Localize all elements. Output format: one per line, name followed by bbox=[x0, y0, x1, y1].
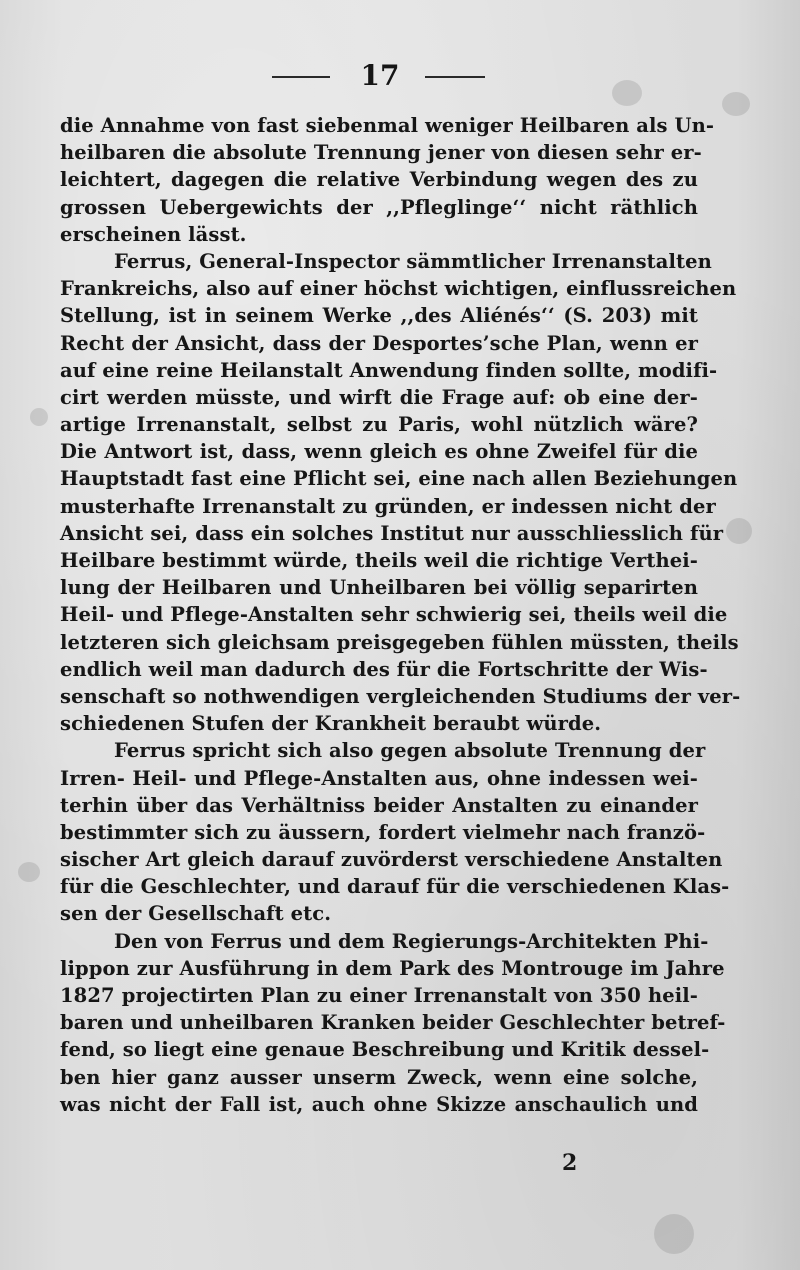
text-line: bestimmter sich zu äussern, fordert vielmehr nach franzö- bbox=[60, 820, 706, 844]
paper-stain bbox=[18, 862, 40, 882]
text-line: Heilbare bestimmt würde, theils weil die richtige Verthei- bbox=[60, 549, 698, 572]
text-line: für die Geschlechter, und darauf für die verschiedenen Klas- bbox=[60, 875, 730, 899]
text-line: lippon zur Ausführung in dem Park des Montrouge im Jahre bbox=[60, 956, 725, 980]
text-line: grossen Uebergewichts der ,,Pfleglinge‘‘ nicht räthlich bbox=[60, 195, 698, 219]
text-line: 1827 projectirten Plan zu einer Irrenanstalt von 350 heil- bbox=[60, 984, 698, 1007]
body-text bbox=[60, 112, 741, 1118]
text-line: fend, so liegt eine genaue Beschreibung und Kritik dessel- bbox=[60, 1038, 710, 1062]
text-line: sischer Art gleich darauf zuvörderst verschiedene Anstalten bbox=[60, 848, 723, 872]
text-line: letzteren sich gleichsam preisgegeben fühlen müssten, theils bbox=[60, 630, 739, 654]
text-line: auf eine reine Heilanstalt Anwendung finden sollte, modifi- bbox=[60, 358, 718, 382]
header-rule-right bbox=[425, 76, 485, 78]
text-line: Recht der Ansicht, dass der Desportes’sche Plan, wenn er bbox=[60, 331, 698, 355]
text-line: heilbaren die absolute Trennung jener von diesen sehr er- bbox=[60, 141, 702, 165]
text-line: sen der Gesellschaft etc. bbox=[60, 902, 332, 926]
text-line: artige Irrenanstalt, selbst zu Paris, wohl nützlich wäre? bbox=[60, 413, 698, 437]
text-line: Ferrus, General-Inspector sämmtlicher Irrenanstalten bbox=[114, 249, 712, 273]
text-line: endlich weil man dadurch des für die Fortschritte der Wis- bbox=[60, 657, 708, 681]
paper-stain bbox=[726, 518, 752, 544]
text-line: terhin über das Verhältniss beider Anstalten zu einander bbox=[60, 793, 698, 817]
text-line: Die Antwort ist, dass, wenn gleich es ohne Zweifel für die bbox=[60, 440, 698, 464]
text-line: leichtert, dagegen die relative Verbindung wegen des zu bbox=[60, 168, 698, 192]
text-line: Hauptstadt fast eine Pflicht sei, eine nach allen Beziehungen bbox=[60, 467, 738, 491]
paper-stain bbox=[654, 1214, 694, 1254]
page-number: 17 bbox=[360, 59, 400, 92]
text-line: Ansicht sei, dass ein solches Institut nur ausschliesslich für bbox=[60, 521, 724, 545]
text-line: Irren- Heil- und Pflege-Anstalten aus, ohne indessen wei- bbox=[60, 766, 698, 790]
text-line: Frankreichs, also auf einer höchst wichtigen, einflussreichen bbox=[60, 277, 737, 301]
paper-stain bbox=[722, 92, 750, 116]
text-line: die Annahme von fast siebenmal weniger Heilbaren als Un- bbox=[60, 114, 715, 137]
text-line: baren und unheilbaren Kranken beider Geschlechter betref- bbox=[60, 1011, 726, 1035]
text-line: Ferrus spricht sich also gegen absolute Trennung der bbox=[114, 739, 706, 763]
text-line: Den von Ferrus und dem Regierungs-Architekten Phi- bbox=[114, 929, 709, 953]
text-line: was nicht der Fall ist, auch ohne Skizze anschaulich und bbox=[60, 1092, 698, 1116]
paper-stain bbox=[30, 408, 48, 426]
text-line: Stellung, ist in seinem Werke ,,des Aliénés‘‘ (S. 203) mit bbox=[60, 304, 698, 328]
running-header bbox=[0, 58, 800, 94]
text-line: lung der Heilbaren und Unheilbaren bei völlig separirten bbox=[60, 576, 698, 600]
signature-mark: 2 bbox=[562, 1150, 578, 1176]
header-rule-left bbox=[272, 76, 330, 78]
text-line: schiedenen Stufen der Krankheit beraubt würde. bbox=[60, 712, 602, 736]
text-line: Heil- und Pflege-Anstalten sehr schwierig sei, theils weil die bbox=[60, 603, 728, 627]
text-line: ben hier ganz ausser unserm Zweck, wenn eine solche, bbox=[60, 1065, 698, 1089]
text-line: cirt werden müsste, und wirft die Frage auf: ob eine der- bbox=[60, 385, 698, 409]
text-line: erscheinen lässt. bbox=[60, 222, 247, 246]
text-line: musterhafte Irrenanstalt zu gründen, er indessen nicht der bbox=[60, 494, 716, 518]
text-line: senschaft so nothwendigen vergleichenden Studiums der ver- bbox=[60, 684, 741, 708]
